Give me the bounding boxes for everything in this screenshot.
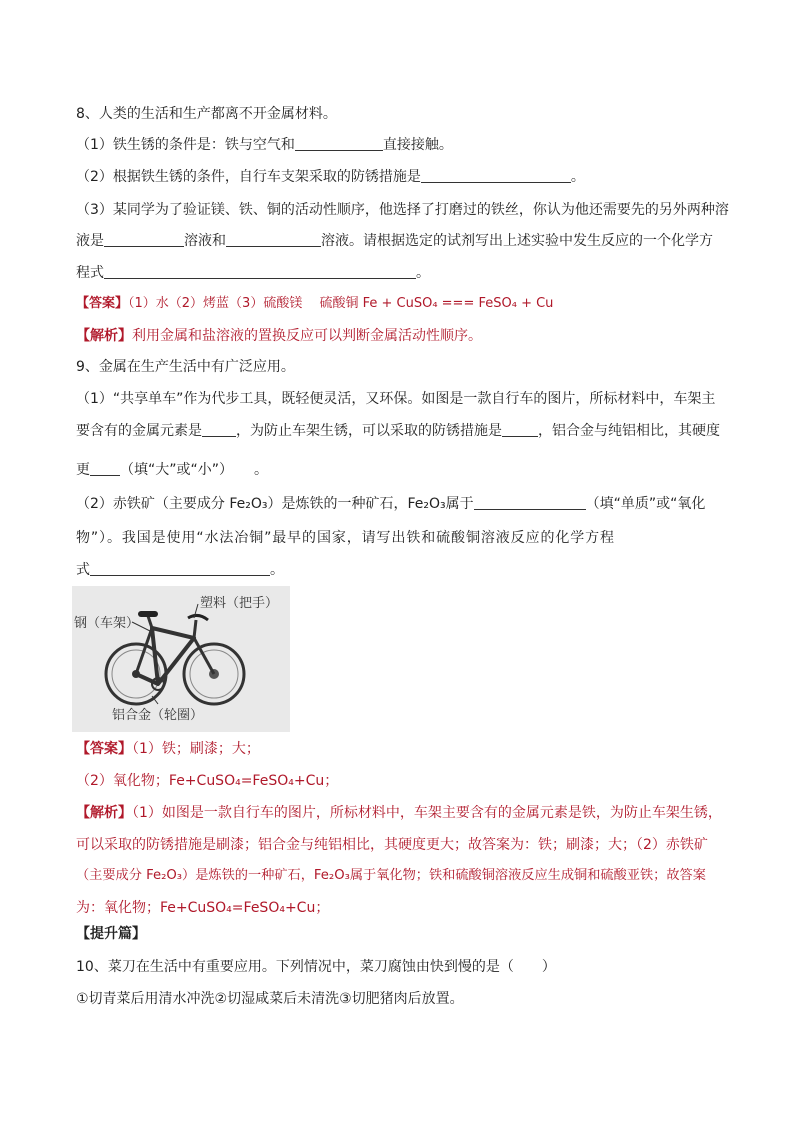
figure-label-steel: 钢（车架） [74,616,140,631]
figure-label-plastic: 塑料（把手） [200,596,279,611]
q9-part1-text: ，铝合金与纯铝相比，其硬度 [538,423,720,439]
q9-part1-line1: （1）“共享单车”作为代步工具，既轻便灵活，又环保。如图是一款自行车的图片，所标材料中，车架主 [76,391,716,407]
q8-part1-text: （1）铁生锈的条件是：铁与空气和 [76,137,295,153]
q8-part3-text-end: 。 [416,265,430,281]
q9-stem: 9、金属在生产生活中有广泛应用。 [76,359,295,375]
q8-part3-line2 [76,231,726,251]
q9-part1-text: ，为防止车架生锈，可以采取的防锈措施是 [236,423,502,439]
q9-answer-line2: （2）氧化物；Fe+CuSO₄=FeSO₄+Cu； [76,773,339,789]
q10-options: ①切青菜后用清水冲洗②切湿咸菜后未清洗③切肥猪肉后放置。 [76,991,464,1007]
answer-tag: 【答案】 [76,296,129,311]
q9-analysis [76,803,726,823]
analysis-text: 利用金属和盐溶液的置换反应可以判断金属活动性顺序。 [132,328,482,344]
answer-blank [104,264,416,279]
q9-part2-text: 式 [76,562,90,578]
q8-answer [76,294,726,314]
q8-analysis [76,326,726,346]
q9-part2-line3 [76,560,726,580]
q9-part2-text: （2）赤铁矿（主要成分 Fe₂O₃）是炼铁的一种矿石，Fe₂O₃属于 [76,496,474,512]
q9-part1-text: 要含有的金属元素是 [76,423,202,439]
section-title: 【提升篇】 [76,926,146,942]
q8-part3-text: 程式 [76,265,104,281]
bicycle-figure [72,586,290,732]
q9-part1-line2 [76,421,726,441]
q9-part1-text-end: （填“大”或“小”） 。 [120,462,269,478]
answer-blank [104,232,184,247]
q9-part2-line1 [76,494,726,514]
analysis-tag: 【解析】 [76,805,132,821]
q8-stem: 8、人类的生活和生产都离不开金属材料。 [76,106,337,122]
figure-label-alloy: 铝合金（轮圈） [112,708,204,723]
q8-part2 [76,167,726,187]
q9-analysis-line4: 为：氧化物；Fe+CuSO₄=FeSO₄+Cu； [76,900,330,916]
answer-blank [202,422,236,437]
q8-part3-text: 溶液和 [184,233,226,249]
answer-tag: 【答案】 [76,741,132,757]
answer-blank [421,168,571,183]
q8-part1-text-end: 直接接触。 [382,137,453,153]
q8-part3-text: 液是 [76,233,104,249]
answer-blank [226,232,321,247]
q9-answer [76,739,726,759]
analysis-text: （1）如图是一款自行车的图片，所标材料中，车架主要含有的金属元素是铁，为防止车架生锈， [132,805,722,821]
q9-part2-text-end: 。 [270,562,284,578]
answer-text: （1）水（2）烤蓝（3）硫酸镁 硫酸铜 Fe + CuSO₄ === FeSO₄ + Cu [128,296,554,311]
q8-part1 [76,135,726,155]
q8-part3-line1: （3）某同学为了验证镁、铁、铜的活动性顺序，他选择了打磨过的铁丝，你认为他还需要先的另外两种溶 [76,202,729,218]
answer-blank [295,136,383,151]
q9-part1-text: 更 [76,462,90,478]
q9-analysis-line2: 可以采取的防锈措施是刷漆；铝合金与纯铝相比，其硬度更大；故答案为：铁；刷漆；大；（2）赤铁矿 [76,837,708,853]
q9-part2-text-end: （填“单质”或“氧化 [585,496,706,512]
q8-part3-line3 [76,263,726,283]
answer-blank [90,561,270,576]
q8-part2-text-end: 。 [570,169,585,185]
q9-part1-line3 [76,460,726,480]
q8-part2-text: （2）根据铁生锈的条件，自行车支架采取的防锈措施是 [76,169,421,185]
answer-blank [474,495,586,510]
q9-part2-line2: 物”）。我国是使用“水法冶铜”最早的国家，请写出铁和硫酸铜溶液反应的化学方程 [76,530,615,546]
q9-analysis-line3: （主要成分 Fe₂O₃）是炼铁的一种矿石，Fe₂O₃属于氧化物；铁和硫酸铜溶液反应生成铜和硫酸亚铁；故答案 [76,868,706,883]
answer-blank [502,422,538,437]
q8-part3-text: 溶液。请根据选定的试剂写出上述实验中发生反应的一个化学方 [321,233,713,249]
q10-stem: 10、菜刀在生活中有重要应用。下列情况中，菜刀腐蚀由快到慢的是（ ） [76,959,556,975]
answer-blank [90,461,120,476]
analysis-tag: 【解析】 [76,328,132,344]
answer-text: （1）铁；刷漆；大； [132,741,260,757]
